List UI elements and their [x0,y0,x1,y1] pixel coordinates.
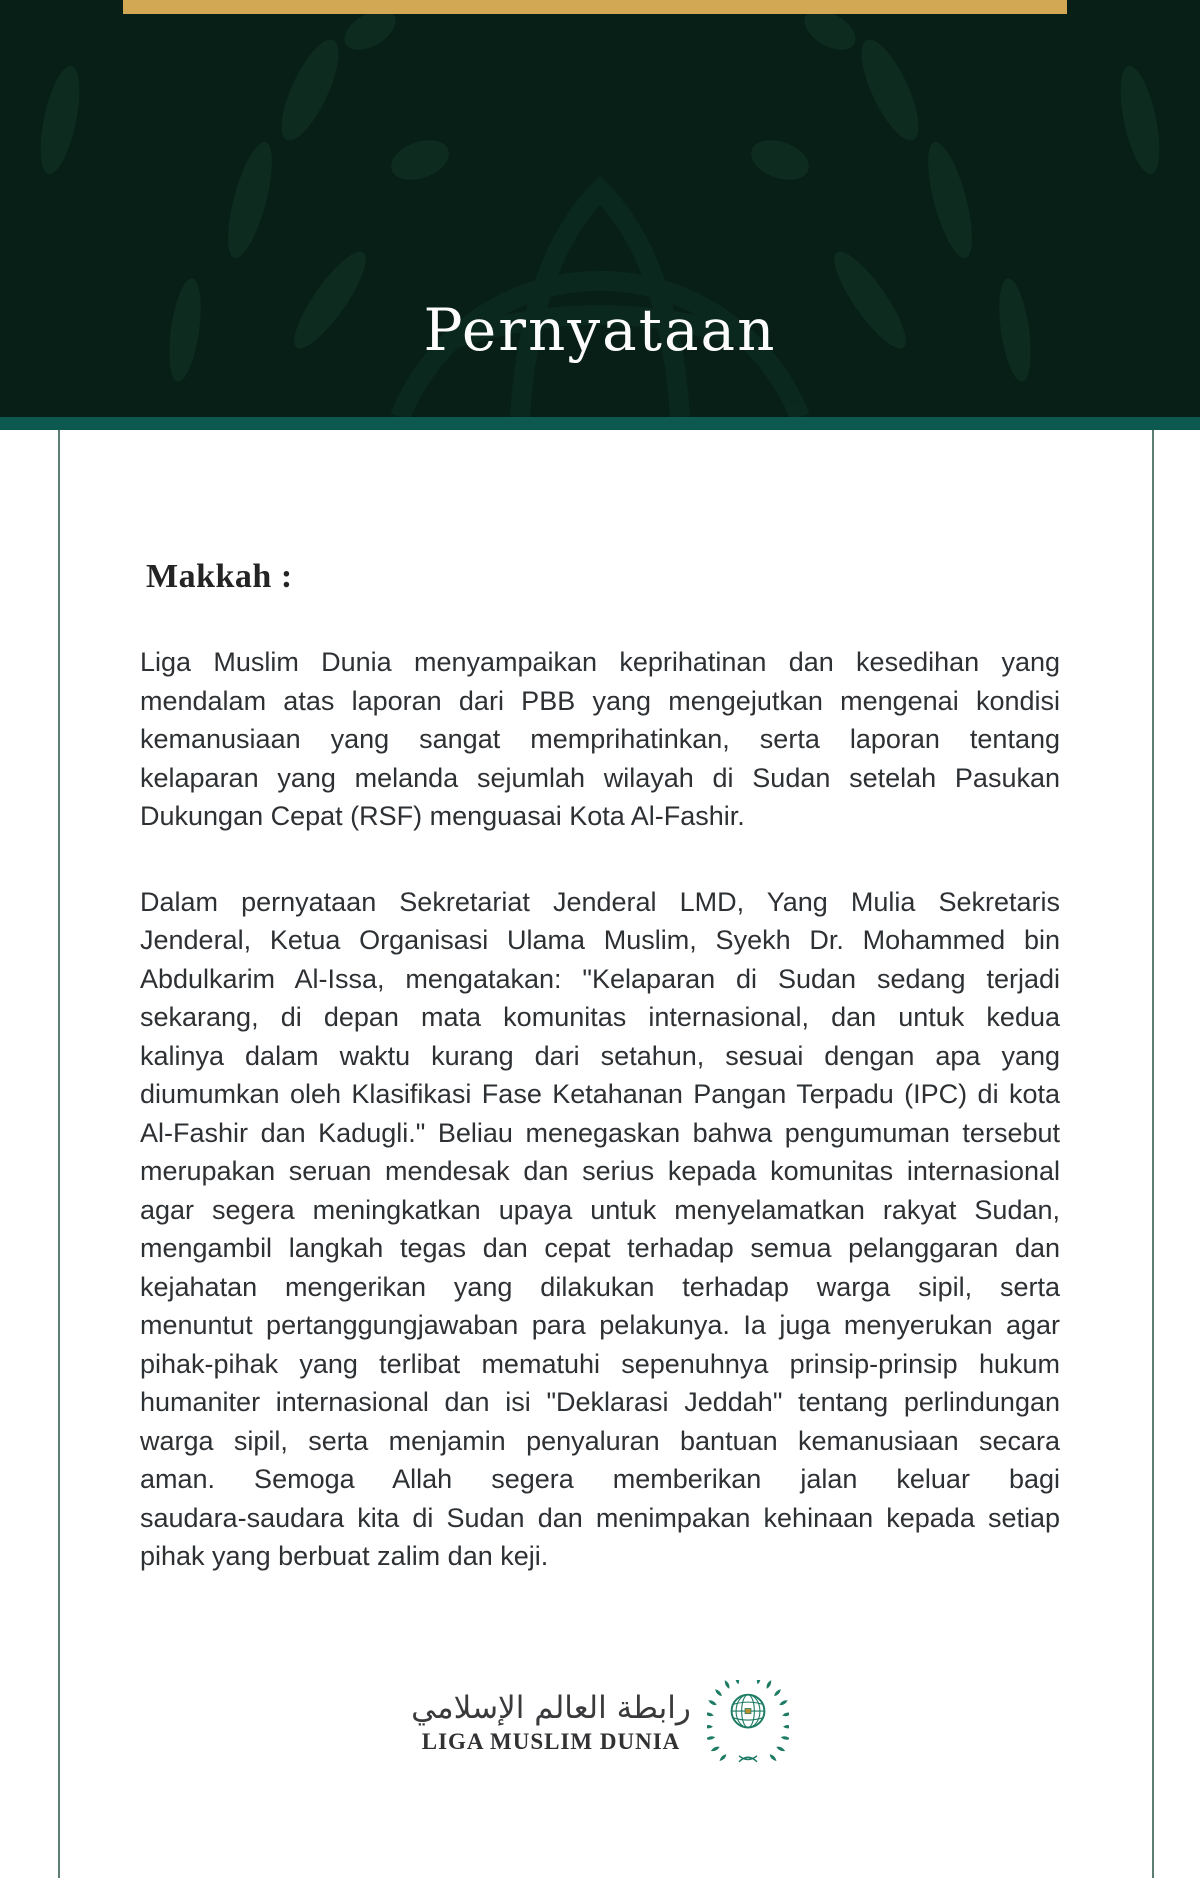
paragraph-line: humaniter internasional dan isi "Deklarasi Jeddah" tentang perlindungan [140,1387,1060,1417]
globe-laurel-emblem-icon [707,1680,789,1766]
paragraph-line: warga sipil, serta menjamin penyaluran bantuan kemanusiaan secara [140,1425,1060,1456]
paragraph-line: Dalam pernyataan Sekretariat Jenderal LMD, Yang Mulia Sekretaris [140,886,1060,917]
paragraph-line: aman. Semoga Allah segera memberikan jalan keluar bagi [140,1464,1060,1494]
paragraph-line: merupakan seruan mendesak dan serius kepada komunitas internasional [140,1156,1060,1186]
paragraph-line: Liga Muslim Dunia menyampaikan keprihatinan dan kesedihan yang [140,647,1060,677]
teal-divider [0,417,1200,430]
paragraph-line: Al-Fashir dan Kadugli." Beliau menegaskan bahwa pengumuman tersebut [140,1117,1060,1148]
header-banner [0,0,1200,417]
paragraph-line: Jenderal, Ketua Organisasi Ulama Muslim, Syekh Dr. Mohammed bin [140,925,1060,955]
paragraph-line: sekarang, di depan mata komunitas internasional, dan untuk kedua [140,1002,1060,1032]
dateline-heading: Makkah : [146,558,293,595]
paragraph-line: kemanusiaan yang sangat memprihatinkan, serta laporan tentang [140,724,1060,754]
paragraph-line: Dukungan Cepat (RSF) menguasai Kota Al-Fashir. [140,801,745,831]
paragraph-line: saudara-saudara kita di Sudan dan menimpakan kehinaan kepada setiap [140,1502,1060,1533]
statement-body [140,430,1060,1576]
page-title: Pernyataan [423,296,777,364]
paragraph-line: pihak yang berbuat zalim dan keji. [140,1541,549,1571]
right-frame-line [1152,430,1154,1878]
organization-logo [0,1680,1200,1766]
paragraph-line: mengambil langkah tegas dan cepat terhadap semua pelanggaran dan [140,1233,1060,1263]
paragraph [140,643,1060,836]
paragraph-line: agar segera meningkatkan upaya untuk menyelamatkan rakyat Sudan, [140,1194,1060,1225]
logo-latin-name: LIGA MUSLIM DUNIA [421,1729,681,1755]
paragraph-line: menuntut pertanggungjawaban para pelakunya. Ia juga menyerukan agar [140,1310,1060,1340]
paragraph [140,883,1060,1576]
paragraph-line: Abdulkarim Al-Issa, mengatakan: "Kelaparan di Sudan sedang terjadi [140,963,1060,994]
logo-arabic-calligraphy: رابطة العالم الإسلامي [411,1689,691,1726]
paragraph-line: diumumkan oleh Klasifikasi Fase Ketahanan Pangan Terpadu (IPC) di kota [140,1079,1060,1109]
paragraph-line: kelaparan yang melanda sejumlah wilayah di Sudan setelah Pasukan [140,762,1060,793]
paragraph-line: kejahatan mengerikan yang dilakukan terhadap warga sipil, serta [140,1271,1060,1302]
paragraph-line: kalinya dalam waktu kurang dari setahun, sesuai dengan apa yang [140,1040,1060,1071]
gold-accent-bar [123,0,1067,14]
paragraph-line: mendalam atas laporan dari PBB yang mengejutkan mengenai kondisi [140,685,1060,716]
logo-text-block [411,1691,691,1755]
left-frame-line [58,430,60,1878]
paragraph-line: pihak-pihak yang terlibat mematuhi sepenuhnya prinsip-prinsip hukum [140,1348,1060,1379]
